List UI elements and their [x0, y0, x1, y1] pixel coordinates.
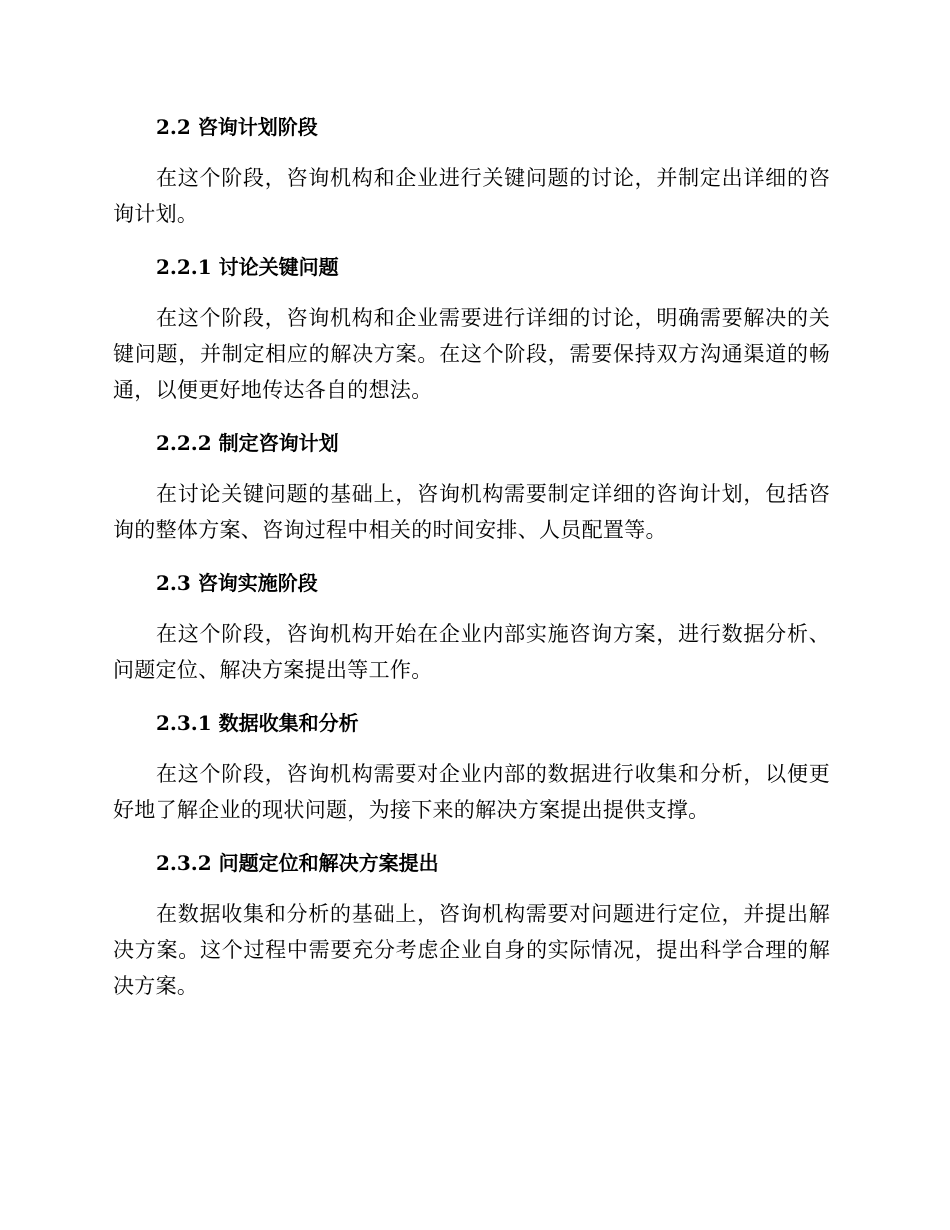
section-heading: 2.3 咨询实施阶段 [156, 571, 318, 595]
section-paragraph: 在这个阶段，咨询机构和企业进行关键问题的讨论，并制定出详细的咨询计划。 [113, 166, 830, 226]
section-paragraph: 在这个阶段，咨询机构和企业需要进行详细的讨论，明确需要解决的关键问题，并制定相应的解决方案。在这个阶段，需要保持双方沟通渠道的畅通，以便更好地传达各自的想法。 [113, 306, 830, 402]
section-heading: 2.3.1 数据收集和分析 [156, 711, 359, 735]
section-heading: 2.2.2 制定咨询计划 [156, 431, 339, 455]
document-page [113, 110, 830, 1004]
section-paragraph: 在讨论关键问题的基础上，咨询机构需要制定详细的咨询计划，包括咨询的整体方案、咨询过程中相关的时间安排、人员配置等。 [113, 482, 830, 542]
section-heading: 2.2.1 讨论关键问题 [156, 255, 339, 279]
section-paragraph: 在这个阶段，咨询机构开始在企业内部实施咨询方案，进行数据分析、问题定位、解决方案提出等工作。 [113, 622, 830, 682]
section-heading: 2.3.2 问题定位和解决方案提出 [156, 851, 439, 875]
section-paragraph: 在这个阶段，咨询机构需要对企业内部的数据进行收集和分析，以便更好地了解企业的现状问题，为接下来的解决方案提出提供支撑。 [113, 762, 830, 822]
section-paragraph: 在数据收集和分析的基础上，咨询机构需要对问题进行定位，并提出解决方案。这个过程中需要充分考虑企业自身的实际情况，提出科学合理的解决方案。 [113, 902, 830, 998]
section-heading: 2.2 咨询计划阶段 [156, 115, 318, 139]
